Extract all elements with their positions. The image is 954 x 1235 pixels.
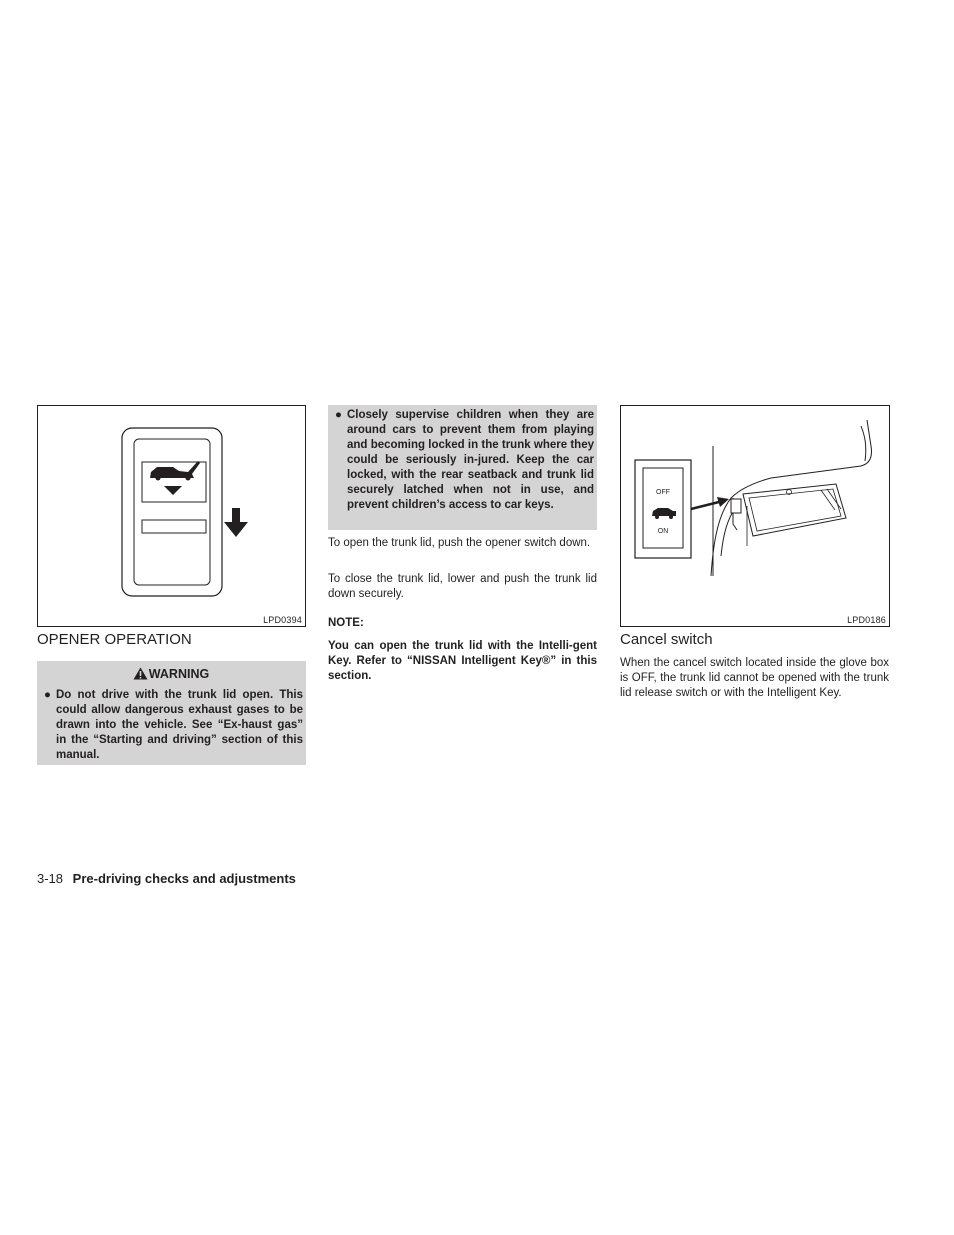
opener-switch-illustration <box>38 406 305 626</box>
figure-code: LPD0186 <box>847 615 886 625</box>
switch-on-label: ON <box>657 528 669 535</box>
warning-title: WARNING <box>39 664 303 684</box>
note-text: You can open the trunk lid with the Intelli-gent Key. Refer to “NISSAN Intelligent Key®” in this section. <box>328 640 597 682</box>
section-heading: OPENER OPERATION <box>37 631 192 648</box>
push-down-arrow-icon <box>224 508 248 537</box>
cancel-switch-figure <box>620 405 890 627</box>
warning-icon <box>133 667 148 680</box>
warning-box <box>37 661 306 765</box>
page-footer <box>37 871 296 886</box>
bullet-icon: ● <box>44 689 51 701</box>
figure-code: LPD0394 <box>263 615 302 625</box>
warning-item: ● Closely supervise children when they are around cars to prevent them from playing and becoming locked in the trunk where they could be seriously in-jured. Keep the car locked, with the rear seatback and trunk lid securely latched when not in use, and prevent children’s access to car keys. <box>330 408 594 513</box>
bullet-icon: ● <box>335 409 342 421</box>
opener-switch-figure <box>37 405 306 627</box>
close-instructions: To close the trunk lid, lower and push the trunk lid down securely. <box>328 573 597 600</box>
warning-box-continued <box>328 405 597 530</box>
open-instructions: To open the trunk lid, push the opener switch down. <box>328 537 591 549</box>
switch-off-label: OFF <box>656 489 670 496</box>
page-number: 3-18 <box>37 871 64 886</box>
cancel-switch-text: When the cancel switch located inside the glove box is OFF, the trunk lid cannot be opened with the trunk lid release switch or with the Intelligent Key. <box>620 657 889 699</box>
warning-item: ● Do not drive with the trunk lid open. This could allow dangerous exhaust gases to be drawn into the vehicle. See “Ex-haust gas” in the “Starting and driving” section of this manual. <box>39 688 303 763</box>
section-heading: Cancel switch <box>620 631 713 648</box>
glove-box-illustration <box>621 406 889 626</box>
pointer-arrow-icon <box>691 497 729 509</box>
note-label: NOTE: <box>328 617 364 629</box>
chapter-title: Pre-driving checks and adjustments <box>72 871 296 886</box>
